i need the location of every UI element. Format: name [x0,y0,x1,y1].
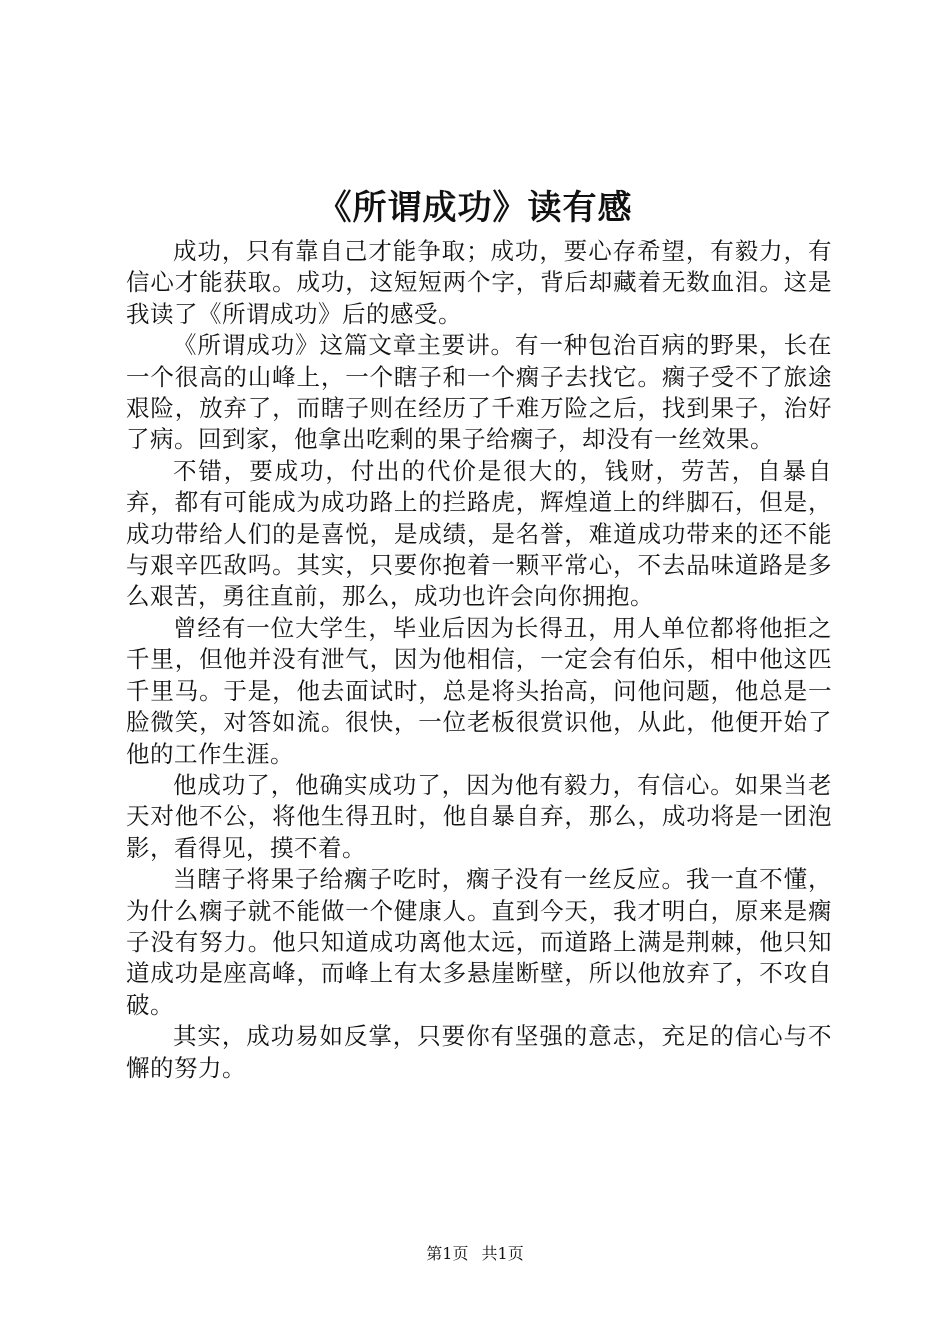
document-title: 《所谓成功》读有感 [317,188,633,228]
paragraph-1: 成功，只有靠自己才能争取；成功，要心存希望，有毅力，有信心才能获取。成功，这短短两个字，背后却藏着无数血泪。这是我读了《所谓成功》后的感受。 [126,237,832,328]
paragraph-7: 其实，成功易如反掌，只要你有坚强的意志，充足的信心与不懈的努力。 [126,1022,832,1082]
page-total: 共1页 [481,1244,524,1263]
paragraph-2: 《所谓成功》这篇文章主要讲。有一种包治百病的野果，长在一个很高的山峰上，一个瞎子和一个瘸子去找它。瘸子受不了旅途艰险，放弃了，而瞎子则在经历了千难万险之后，找到果子，治好了病。回到家，他拿出吃剩的果子给瘸子，却没有一丝效果。 [126,331,832,454]
page-number: 第1页 [426,1244,469,1263]
paragraph-6: 当瞎子将果子给瘸子吃时，瘸子没有一丝反应。我一直不懂，为什么瘸子就不能做一个健康人。直到今天，我才明白，原来是瘸子没有努力。他只知道成功离他太远，而道路上满是荆棘，他只知道成功是座高峰，而峰上有太多悬崖断壁，所以他放弃了，不攻自破。 [126,865,832,1019]
paragraph-5: 他成功了，他确实成功了，因为他有毅力，有信心。如果当老天对他不公，将他生得丑时，他自暴自弃，那么，成功将是一团泡影，看得见，摸不着。 [126,770,832,862]
paragraph-4: 曾经有一位大学生，毕业后因为长得丑，用人单位都将他拒之千里，但他并没有泄气，因为他相信，一定会有伯乐，相中他这匹千里马。于是，他去面试时，总是将头抬高，问他问题，他总是一脸微笑，对答如流。很快，一位老板很赏识他，从此，他便开始了他的工作生涯。 [126,613,832,768]
page-footer [0,1242,950,1266]
document-body [126,236,832,1084]
paragraph-3: 不错，要成功，付出的代价是很大的，钱财，劳苦，自暴自弃，都有可能成为成功路上的拦路虎，辉煌道上的绊脚石，但是，成功带给人们的是喜悦，是成绩，是名誉，难道成功带来的还不能与艰辛匹敌吗。其实，只要你抱着一颗平常心，不去品味道路是多么艰苦，勇往直前，那么，成功也许会向你拥抱。 [126,456,832,611]
